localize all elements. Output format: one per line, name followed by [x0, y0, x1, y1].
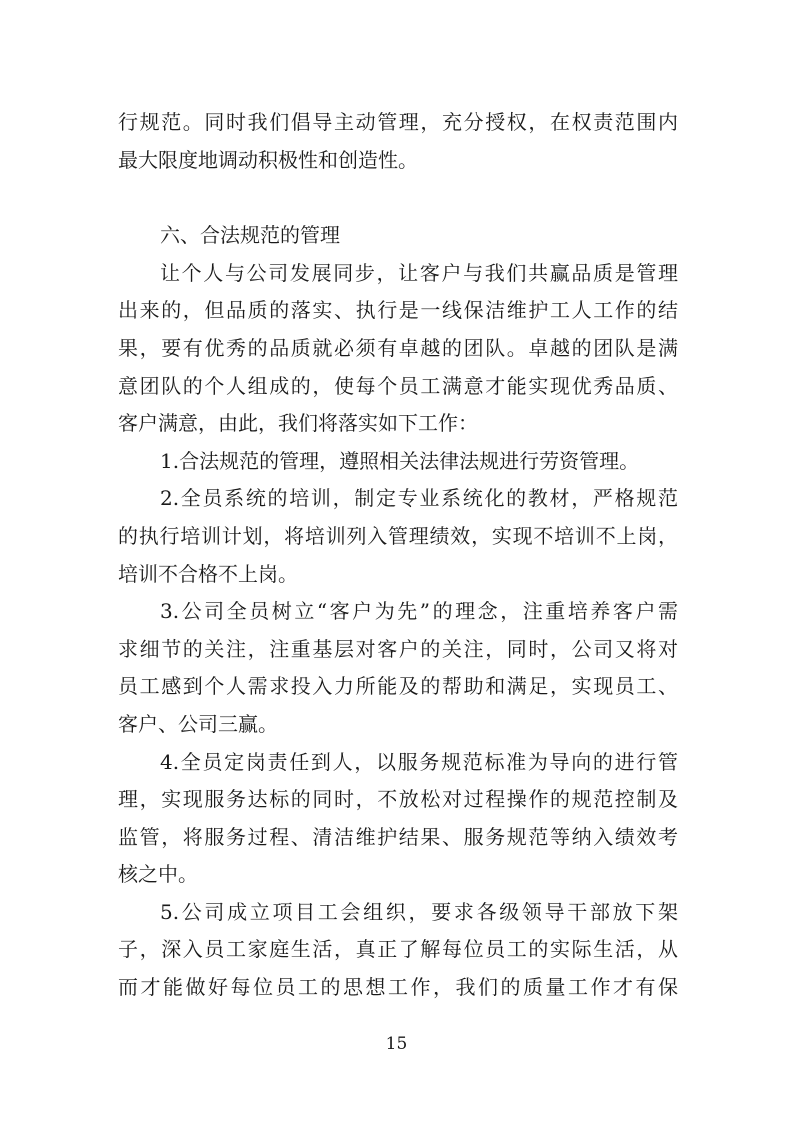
section-heading: 六、合法规范的管理	[160, 223, 340, 248]
list-item-5: 5.公司成立项目工会组织，要求各级领导干部放下架	[160, 899, 678, 924]
paragraph-line: 监管，将服务过程、清洁维护结果、服务规范等纳入绩效考	[118, 824, 678, 849]
paragraph-line: 客户、公司三赢。	[118, 711, 278, 736]
paragraph-line: 而才能做好每位员工的思想工作，我们的质量工作才有保	[118, 975, 678, 1000]
paragraph-line: 果，要有优秀的品质就必须有卓越的团队。卓越的团队是满	[118, 335, 678, 360]
list-item-4: 4.全员定岗责任到人，以服务规范标准为导向的进行管	[160, 749, 678, 774]
list-item-1: 1.合法规范的管理，遵照相关法律法规进行劳资管理。	[160, 448, 640, 473]
paragraph-line: 子，深入员工家庭生活，真正了解每位员工的实际生活，从	[118, 937, 678, 962]
paragraph-line: 理，实现服务达标的同时，不放松对过程操作的规范控制及	[118, 787, 678, 812]
paragraph-line: 最大限度地调动积极性和创造性。	[118, 147, 418, 172]
paragraph-line: 客户满意，由此，我们将落实如下工作：	[118, 411, 478, 436]
list-item-2: 2.全员系统的培训，制定专业系统化的教材，严格规范	[160, 486, 678, 511]
paragraph-line: 培训不合格不上岗。	[118, 561, 298, 586]
paragraph-line: 行规范。同时我们倡导主动管理，充分授权，在权责范围内	[118, 110, 678, 134]
page-body	[118, 104, 678, 1007]
paragraph-line: 求细节的关注，注重基层对客户的关注，同时，公司又将对	[118, 636, 678, 661]
paragraph-line: 让个人与公司发展同步，让客户与我们共赢品质是管理	[160, 260, 678, 285]
paragraph-line: 员工感到个人需求投入力所能及的帮助和满足，实现员工、	[118, 674, 678, 699]
paragraph-line: 的执行培训计划，将培训列入管理绩效，实现不培训不上岗，	[118, 523, 678, 548]
paragraph-gap	[118, 179, 678, 217]
page-number: 15	[385, 1034, 408, 1054]
paragraph-line: 出来的，但品质的落实、执行是一线保洁维护工人工作的结	[118, 298, 678, 323]
paragraph-line: 意团队的个人组成的，使每个员工满意才能实现优秀品质、	[118, 373, 678, 398]
list-item-3: 3.公司全员树立“客户为先”的理念，注重培养客户需	[160, 599, 678, 624]
paragraph-line: 核之中。	[118, 862, 198, 887]
